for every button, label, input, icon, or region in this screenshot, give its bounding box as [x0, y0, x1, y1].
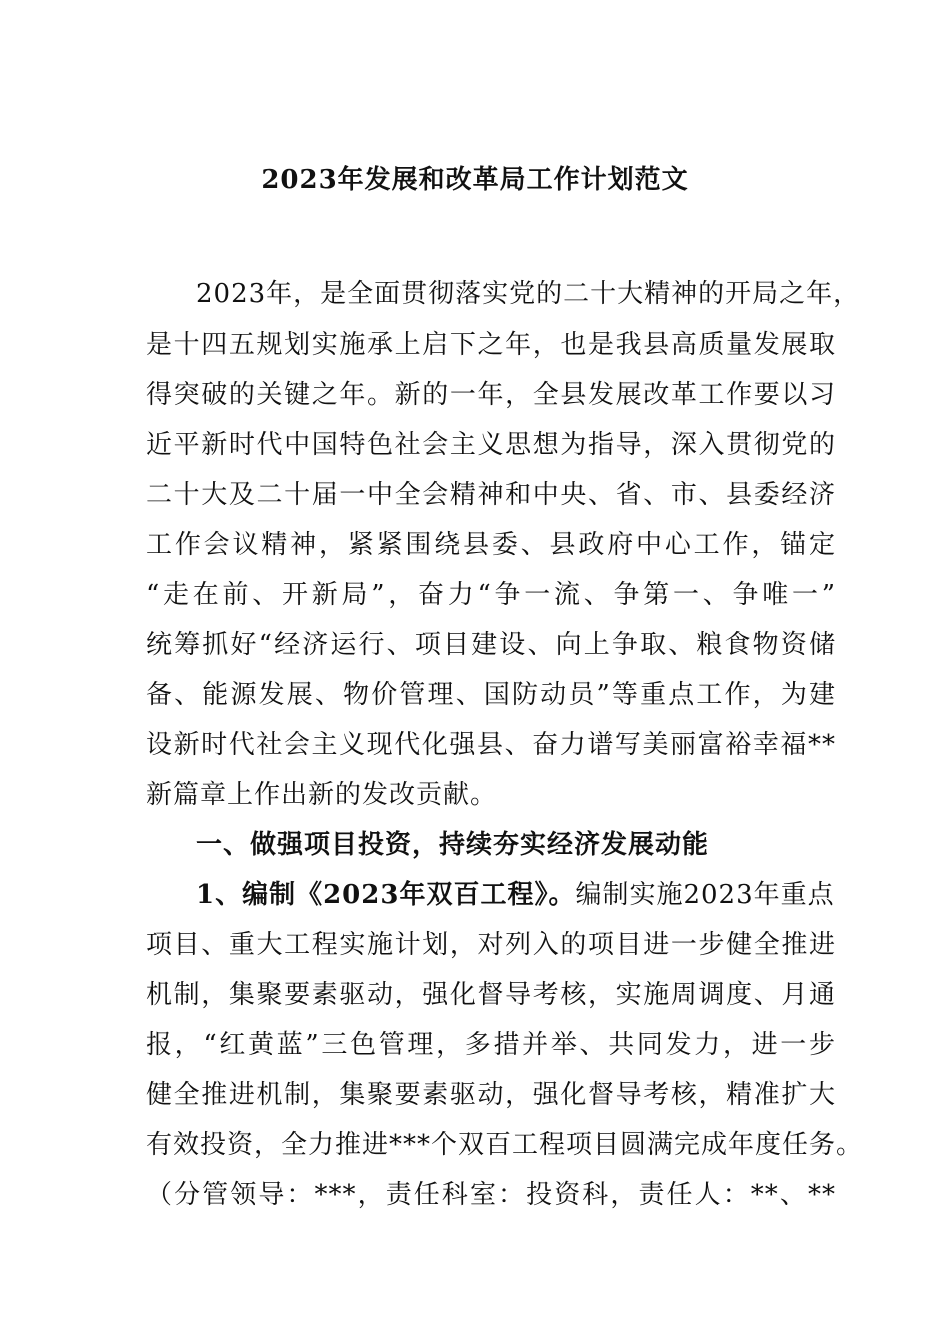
paragraph-line: 近平新时代中国特色社会主义思想为指导，深入贯彻党的	[146, 430, 836, 460]
paragraph-line: 统筹抓好“经济运行、项目建设、向上争取、粮食物资储	[146, 630, 836, 660]
paragraph-line: 有效投资，全力推进***个双百工程项目圆满完成年度任务。	[146, 1130, 864, 1160]
paragraph-line: 机制，集聚要素驱动，强化督导考核，实施周调度、月通	[146, 980, 836, 1010]
document-title: 2023年发展和改革局工作计划范文	[261, 165, 689, 195]
paragraph-line: 2023年，是全面贯彻落实党的二十大精神的开局之年，	[196, 279, 861, 309]
paragraph-line: 是十四五规划实施承上启下之年，也是我县高质量发展取	[146, 330, 836, 360]
paragraph-line: “走在前、开新局”，奋力“争一流、争第一、争唯一”	[146, 580, 836, 610]
paragraph-line: 项目、重大工程实施计划，对列入的项目进一步健全推进	[146, 930, 836, 960]
item-label: 1、编制《2023年双百工程》。	[196, 880, 576, 910]
paragraph-line: 二十大及二十届一中全会精神和中央、省、市、县委经济	[146, 480, 836, 510]
paragraph-line: 得突破的关键之年。新的一年，全县发展改革工作要以习	[146, 380, 836, 410]
paragraph-line: 新篇章上作出新的发改贡献。	[146, 780, 498, 810]
paragraph-line: 设新时代社会主义现代化强县、奋力谱写美丽富裕幸福**	[146, 730, 836, 760]
item-first-line-text: 编制实施2023年重点	[575, 880, 835, 910]
paragraph-line: 工作会议精神，紧紧围绕县委、县政府中心工作，锚定	[146, 530, 836, 560]
item-first-line	[196, 875, 836, 915]
paragraph-line: 备、能源发展、物价管理、国防动员”等重点工作，为建	[146, 680, 836, 710]
paragraph-line: 健全推进机制，集聚要素驱动，强化督导考核，精准扩大	[146, 1080, 836, 1110]
section-heading: 一、做强项目投资，持续夯实经济发展动能	[196, 830, 710, 860]
paragraph-line: 报，“红黄蓝”三色管理，多措并举、共同发力，进一步	[146, 1030, 836, 1060]
paragraph-line: （分管领导：***，责任科室：投资科，责任人：**、**	[146, 1180, 836, 1210]
